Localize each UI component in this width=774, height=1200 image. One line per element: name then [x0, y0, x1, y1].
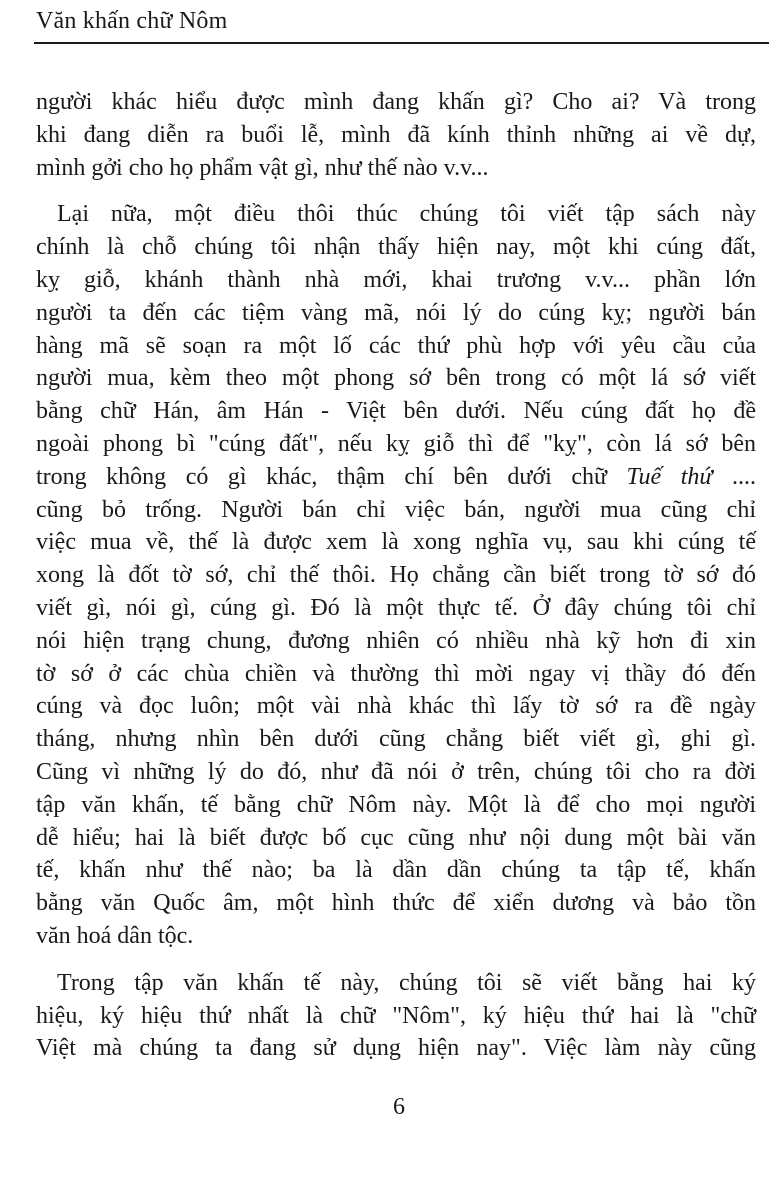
text-line: người khác hiểu được mình đang khấn gì? Cho ai? Và trong	[36, 89, 756, 115]
text-line: hiệu, ký hiệu thứ nhất là chữ "Nôm", ký hiệu thứ hai là "chữ	[36, 1002, 756, 1029]
text-line: tháng, nhưng nhìn bên dưới cũng chẳng biết viết gì, ghi gì.	[36, 726, 756, 753]
text-line: văn hoá dân tộc.	[36, 922, 194, 949]
running-header-title: Văn khấn chữ Nôm	[36, 8, 228, 34]
text-line: Việt mà chúng ta đang sử dụng hiện nay". Việc làm này cũng	[36, 1035, 756, 1062]
text-line: mình gởi cho họ phẩm vật gì, như thế nào v.v...	[36, 154, 489, 181]
text-line: người mua, kèm theo một phong sớ bên trong có một lá sớ viết	[36, 365, 756, 392]
text-line: dễ hiểu; hai là biết được bố cục cũng như nội dung một bài văn	[36, 824, 756, 851]
text-line: tập văn khấn, tế bằng chữ Nôm này. Một là để cho mọi người	[36, 791, 756, 818]
page-number: 6	[393, 1094, 405, 1120]
italic-term: Tuế thứ	[626, 463, 713, 490]
paragraph-1	[36, 86, 756, 184]
text-line: tờ sớ ở các chùa chiền và thường thì mời ngay vị thầy đó đến	[36, 660, 756, 687]
text-line: Trong tập văn khấn tế này, chúng tôi sẽ viết bằng hai ký	[57, 969, 756, 996]
text-line: kỵ giỗ, khánh thành nhà mới, khai trương v.v... phần lớn	[36, 266, 756, 293]
text-line: cũng bỏ trống. Người bán chỉ việc bán, người mua cũng chỉ	[36, 496, 756, 523]
text-line: Lại nữa, một điều thôi thúc chúng tôi viết tập sách này	[57, 201, 756, 228]
text-line: nói hiện trạng chung, đương nhiên có nhiều nhà kỹ hơn đi xin	[36, 627, 756, 654]
text-line: ngoài phong bì "cúng đất", nếu kỵ giỗ thì để "kỵ", còn lá sớ bên	[36, 430, 756, 457]
text-line: khi đang diễn ra buổi lễ, mình đã kính thỉnh những ai về dự,	[36, 121, 756, 148]
text-line-with-emphasis	[36, 461, 756, 494]
text-line: bằng văn Quốc âm, một hình thức để xiển dương và bảo tồn	[36, 890, 756, 917]
text-line: xong là đốt tờ sớ, chỉ thế thôi. Họ chẳng cần biết trong tờ sớ đó	[36, 562, 756, 589]
text-line: hàng mã sẽ soạn ra một lố các thứ phù hợp với yêu cầu của	[36, 332, 756, 359]
text-line: người ta đến các tiệm vàng mã, nói lý do cúng kỵ; người bán	[36, 299, 756, 326]
line-text: trong không có gì khác, thậm chí bên dưới chữ	[36, 463, 627, 490]
line-tail: ....	[712, 463, 757, 490]
text-line: chính là chỗ chúng tôi nhận thấy hiện nay, một khi cúng đất,	[36, 234, 756, 261]
header-rule	[34, 42, 769, 44]
paragraph-2	[36, 198, 756, 952]
text-line: việc mua về, thế là được xem là xong nghĩa vụ, sau khi cúng tế	[36, 529, 756, 556]
text-line: tế, khấn như thế nào; ba là dần dần chúng ta tập tế, khấn	[36, 857, 756, 884]
text-line: bằng chữ Hán, âm Hán - Việt bên dưới. Nếu cúng đất họ đề	[36, 398, 756, 425]
text-line: Cũng vì những lý do đó, như đã nói ở trên, chúng tôi cho ra đời	[36, 758, 756, 785]
paragraph-3	[36, 967, 756, 1065]
text-line: viết gì, nói gì, cúng gì. Đó là một thực tế. Ở đây chúng tôi chỉ	[36, 594, 756, 621]
body-text	[36, 86, 756, 1065]
text-line: cúng và đọc luôn; một vài nhà khác thì lấy tờ sớ ra đề ngày	[36, 693, 756, 720]
